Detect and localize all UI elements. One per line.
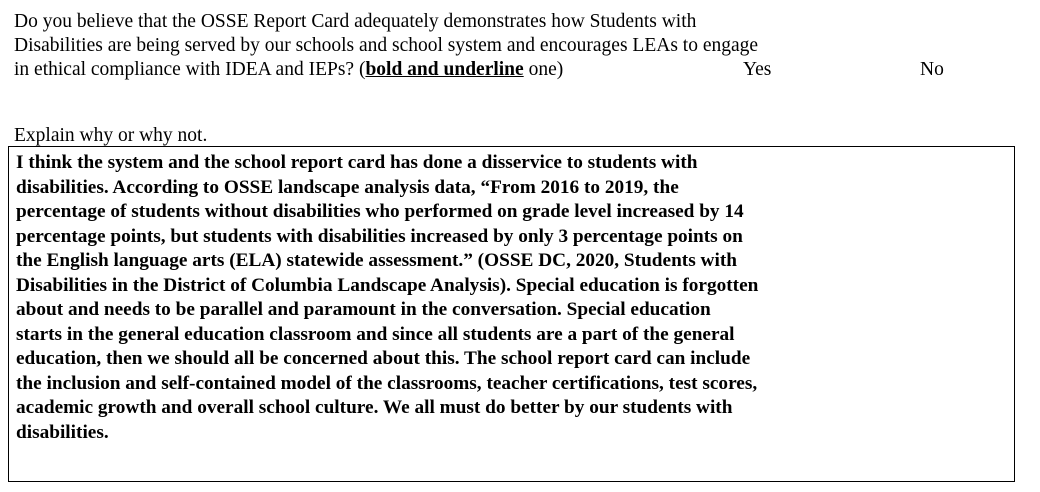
question-line-3-prefix: in ethical compliance with IDEA and IEPs? ( xyxy=(14,59,366,80)
answer-line: starts in the general education classroom and since all students are a part of the general xyxy=(16,323,735,345)
question-line-1: Do you believe that the OSSE Report Card adequately demonstrates how Students with xyxy=(14,11,697,32)
survey-question xyxy=(14,10,1024,82)
bold-underline-instruction: bold and underline xyxy=(365,59,524,80)
answer-choice-yes[interactable]: Yes xyxy=(743,59,772,80)
answer-line: the inclusion and self-contained model of the classrooms, teacher certifications, test scores, xyxy=(16,372,758,394)
answer-line: the English language arts (ELA) statewide assessment.” (OSSE DC, 2020, Students with xyxy=(16,250,737,271)
answer-line: disabilities. xyxy=(16,421,109,443)
answer-line: disabilities. According to OSSE landscape analysis data, “From 2016 to 2019, the xyxy=(16,176,679,198)
answer-choice-no[interactable]: No xyxy=(920,59,944,80)
answer-text xyxy=(16,151,1006,445)
question-line-2: Disabilities are being served by our schools and school system and encourages LEAs to engage xyxy=(14,35,759,56)
answer-line: I think the system and the school report card has done a disservice to students with xyxy=(16,152,698,173)
question-line-3-suffix: one) xyxy=(523,59,564,80)
question-line-3 xyxy=(14,58,1024,82)
explain-prompt: Explain why or why not. xyxy=(14,125,208,146)
answer-text-box[interactable] xyxy=(8,146,1015,482)
answer-line: education, then we should all be concerned about this. The school report card can include xyxy=(16,348,751,369)
answer-line: percentage points, but students with disabilities increased by only 3 percentage points on xyxy=(16,225,743,247)
answer-line: about and needs to be parallel and paramount in the conversation. Special education xyxy=(16,299,711,320)
answer-line: Disabilities in the District of Columbia Landscape Analysis). Special education is forgotten xyxy=(16,274,759,296)
answer-line: academic growth and overall school culture. We all must do better by our students with xyxy=(16,397,733,418)
answer-line: percentage of students without disabilities who performed on grade level increased by 14 xyxy=(16,201,744,222)
